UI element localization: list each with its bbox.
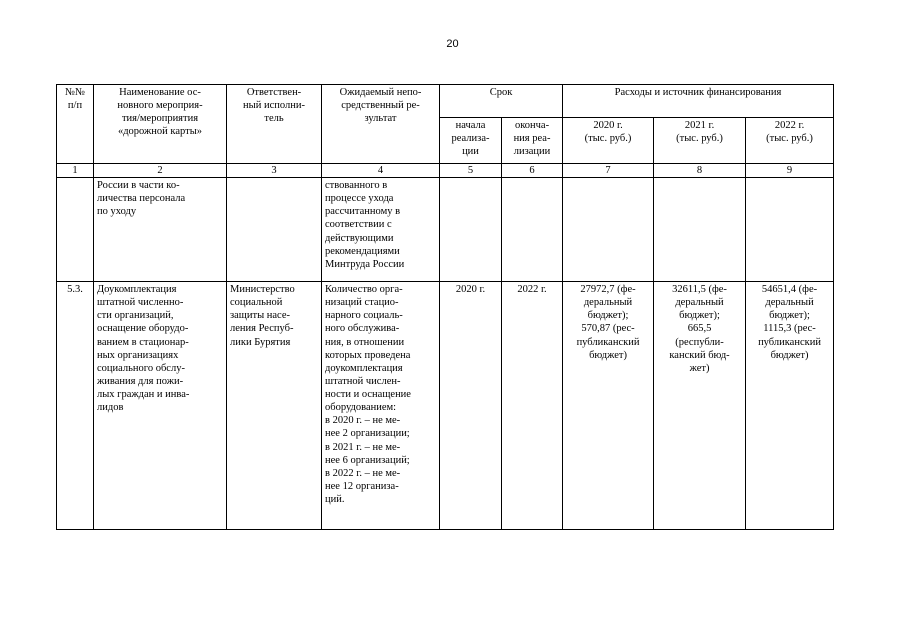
header-col-responsible: Ответствен- ный исполни- тель	[227, 85, 322, 164]
header-col-no: №№ п/п	[57, 85, 94, 164]
cell-2020: 27972,7 (фе- деральный бюджет); 570,87 (рес- публиканский бюджет)	[563, 282, 654, 530]
cell-2022	[746, 178, 834, 282]
header-row-1	[57, 85, 834, 118]
col-number: 2	[94, 164, 227, 178]
cell-start: 2020 г.	[440, 282, 502, 530]
cell-name: России в части ко- личества персонала по уходу	[94, 178, 227, 282]
header-sub-2022: 2022 г. (тыс. руб.)	[746, 118, 834, 164]
cell-end: 2022 г.	[502, 282, 563, 530]
col-number: 1	[57, 164, 94, 178]
table-row	[57, 178, 834, 282]
cell-result: ствованного в процессе ухода рассчитанному в соответствии с действующими рекомендациями Минтруда России	[322, 178, 440, 282]
cell-responsible	[227, 178, 322, 282]
col-number: 9	[746, 164, 834, 178]
cell-no: 5.3.	[57, 282, 94, 530]
col-number: 8	[654, 164, 746, 178]
header-sub-start: начала реализа- ции	[440, 118, 502, 164]
page-number: 20	[446, 38, 459, 50]
col-number: 3	[227, 164, 322, 178]
cell-responsible: Министерство социальной защиты насе- ления Респуб- лики Бурятия	[227, 282, 322, 530]
cell-2021: 32611,5 (фе- деральный бюджет); 665,5 (республи- канский бюд- жет)	[654, 282, 746, 530]
header-sub-2021: 2021 г. (тыс. руб.)	[654, 118, 746, 164]
col-number: 4	[322, 164, 440, 178]
header-col-finance: Расходы и источник финансирования	[563, 85, 834, 118]
col-number: 7	[563, 164, 654, 178]
table-row	[57, 282, 834, 530]
header-col-result: Ожидаемый непо- средственный ре- зультат	[322, 85, 440, 164]
header-col-term: Срок	[440, 85, 563, 118]
cell-no	[57, 178, 94, 282]
cell-result: Количество орга- низаций стацио- нарного социаль- ного обслужива- ния, в отношении которых проведена доукомплектация штатной числен- ности и оснащение оборудованием: в 2020 г. – не ме- нее 2 организации; в 2021 г. – не ме- нее 6 организаций; в 2022 г. – не ме- нее 12 организа- ций.	[322, 282, 440, 530]
cell-2022: 54651,4 (фе- деральный бюджет); 1115,3 (рес- публиканский бюджет)	[746, 282, 834, 530]
column-numbers-row	[57, 164, 834, 178]
roadmap-table	[56, 84, 834, 530]
col-number: 5	[440, 164, 502, 178]
header-sub-2020: 2020 г. (тыс. руб.)	[563, 118, 654, 164]
cell-2021	[654, 178, 746, 282]
cell-end	[502, 178, 563, 282]
cell-name: Доукомплектация штатной численно- сти организаций, оснащение оборудо- ванием в стационар- ных организациях социального обслу- живания для пожи- лых граждан и инва- лидов	[94, 282, 227, 530]
header-col-name: Наименование ос- новного мероприя- тия/мероприятия «дорожной карты»	[94, 85, 227, 164]
header-sub-end: оконча- ния реа- лизации	[502, 118, 563, 164]
cell-start	[440, 178, 502, 282]
cell-2020	[563, 178, 654, 282]
col-number: 6	[502, 164, 563, 178]
